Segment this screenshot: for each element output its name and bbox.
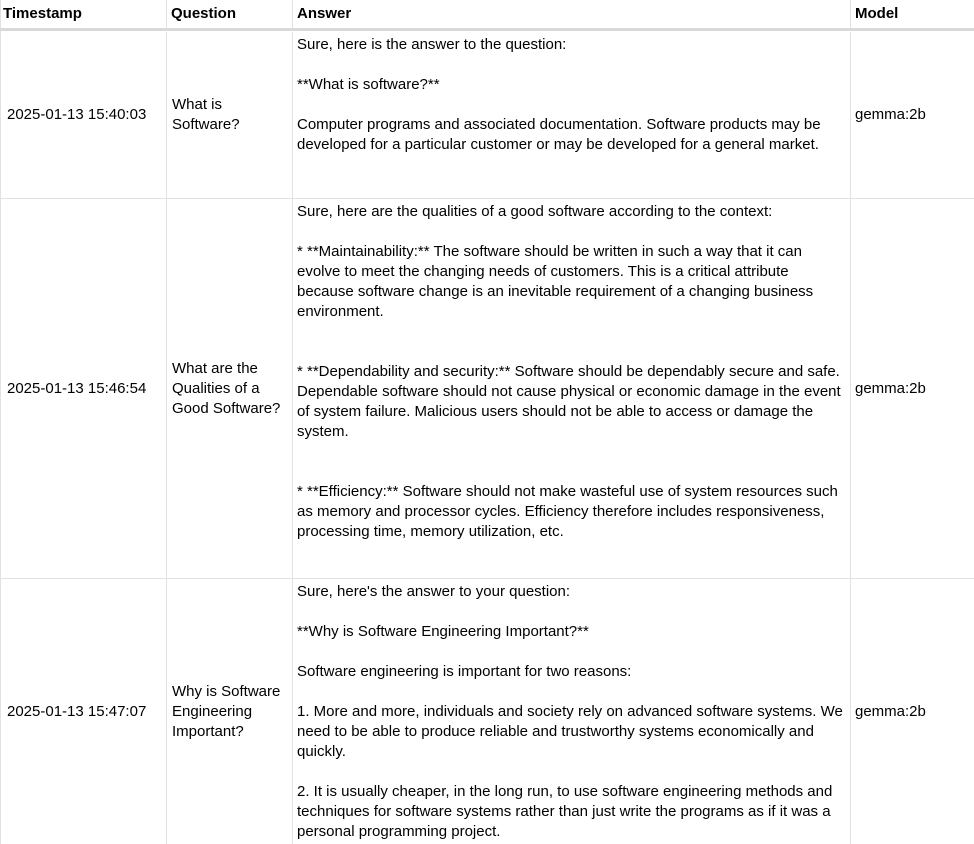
question-text: What is Software? bbox=[172, 96, 240, 133]
timestamp-cell[interactable] bbox=[0, 199, 167, 578]
answer-cell[interactable]: Sure, here are the qualities of a good software according to the context: * **Maintainability:** The software should be written in such a way that it can evolve to meet the changing needs of customers. This is a critical attribute because software change is an inevitable requirement of a changing business environment. * **Dependability and security:** Software should be dependably secure and safe. Dependable software should not cause physical or economic damage in the event of system failure. Malicious users should not be able to access or damage the system. * **Efficiency:** Software should not make wasteful use of system resources such as memory and processor cycles. Efficiency therefore includes responsiveness, processing time, memory utilization, etc. bbox=[293, 199, 851, 578]
timestamp-cell[interactable] bbox=[0, 32, 167, 198]
question-cell[interactable] bbox=[167, 579, 293, 844]
model-text: gemma:2b bbox=[855, 106, 926, 123]
model-text: gemma:2b bbox=[855, 702, 926, 720]
table-row bbox=[0, 199, 974, 579]
timestamp-cell[interactable] bbox=[0, 579, 167, 844]
model-cell[interactable] bbox=[851, 32, 974, 198]
table-row bbox=[0, 32, 974, 199]
model-cell[interactable] bbox=[851, 579, 974, 844]
answer-cell[interactable]: Sure, here's the answer to your question: **Why is Software Engineering Important?** Software engineering is important for two reasons: 1. More and more, individuals and society rely on advanced software systems. We need to be able to produce reliable and trustworthy systems economically and quickly. 2. It is usually cheaper, in the long run, to use software engineering methods and techniques for software systems rather than just write the programs as if it was a personal programming project. bbox=[293, 579, 851, 844]
header-row bbox=[0, 0, 974, 31]
question-text: What are the Qualities of a Good Software? bbox=[172, 359, 281, 417]
header-answer[interactable]: Answer bbox=[293, 0, 851, 28]
table-row bbox=[0, 579, 974, 844]
question-cell[interactable] bbox=[167, 32, 293, 198]
model-cell[interactable] bbox=[851, 199, 974, 578]
header-model[interactable]: Model bbox=[855, 5, 899, 22]
header-question[interactable]: Question bbox=[167, 0, 293, 28]
timestamp-text: 2025-01-13 15:46:54 bbox=[7, 379, 147, 397]
question-text: Why is Software Engineering Important? bbox=[172, 682, 281, 740]
model-text: gemma:2b bbox=[855, 379, 926, 397]
timestamp-text: 2025-01-13 15:40:03 bbox=[7, 106, 147, 123]
question-cell[interactable] bbox=[167, 199, 293, 578]
answer-cell[interactable]: Sure, here is the answer to the question: **What is software?** Computer programs and associated documentation. Software products may be developed for a particular customer or may be developed for a general market. bbox=[293, 32, 851, 198]
header-timestamp[interactable]: Timestamp bbox=[0, 0, 167, 28]
timestamp-text: 2025-01-13 15:47:07 bbox=[7, 702, 147, 720]
